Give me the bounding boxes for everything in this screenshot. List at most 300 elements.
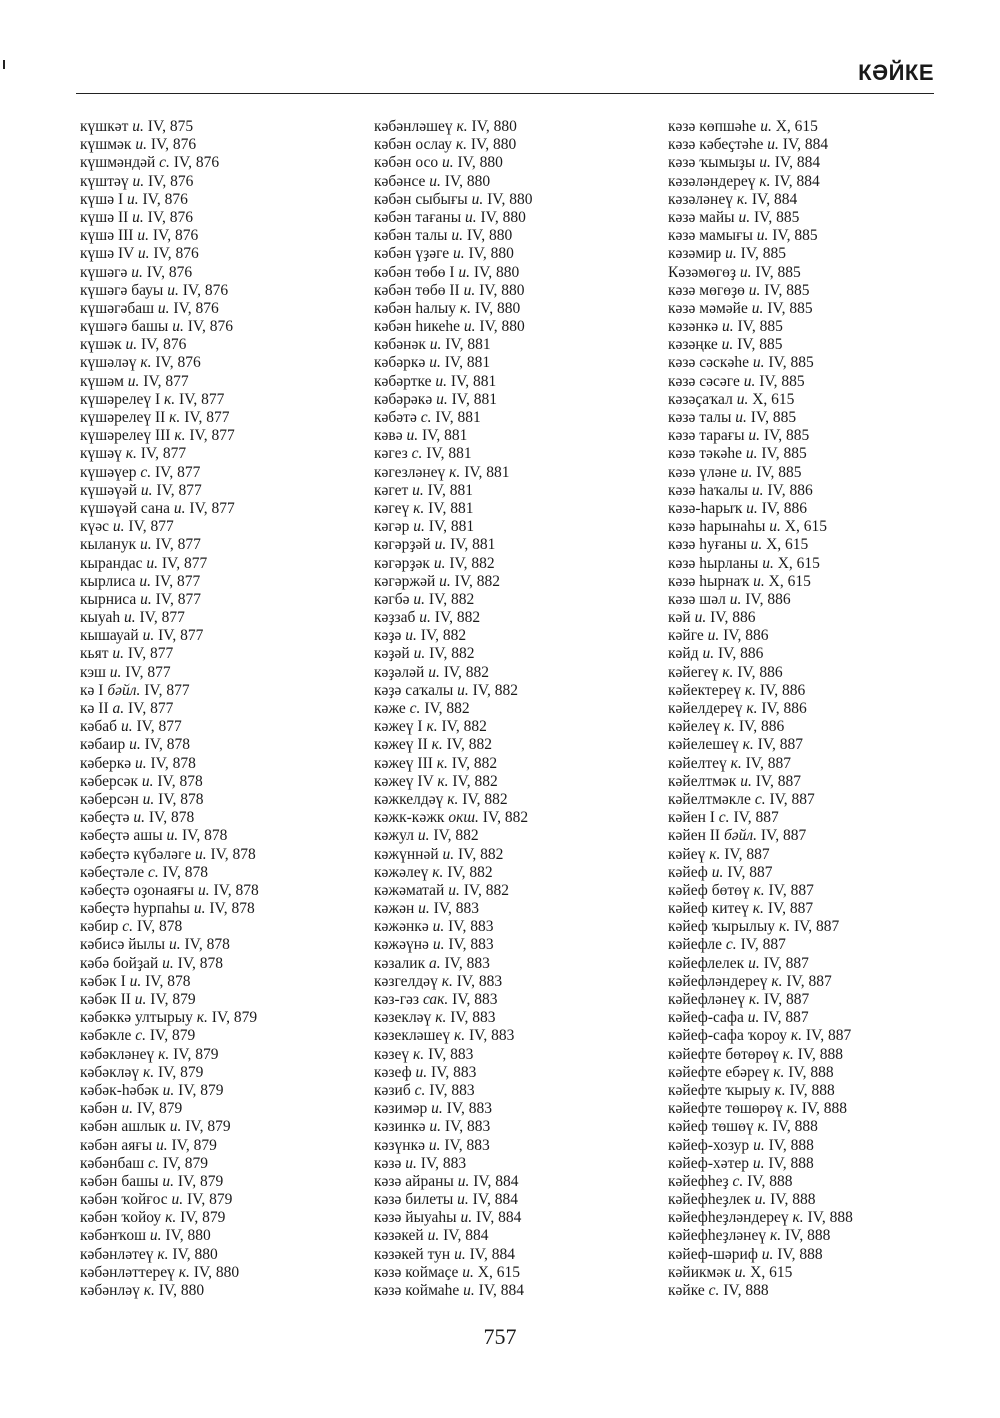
entry-reference: IV, 877 bbox=[155, 536, 201, 554]
entry-pos-label: к. bbox=[447, 790, 459, 808]
entry-pos-label: к. bbox=[431, 736, 443, 754]
dictionary-entry bbox=[374, 1209, 532, 1227]
dictionary-entry bbox=[80, 245, 259, 263]
entry-reference: IV, 878 bbox=[210, 845, 256, 863]
dictionary-entry bbox=[374, 154, 532, 172]
entry-headword: кәйеф төшөү bbox=[668, 1118, 754, 1136]
entry-pos-label: к. bbox=[142, 1063, 155, 1081]
entry-headword: кәбән һалыу bbox=[374, 299, 457, 317]
entry-headword: кәбәнәк bbox=[374, 336, 426, 354]
entry-reference: IV, 880 bbox=[457, 154, 503, 172]
entry-reference: IV, 884 bbox=[774, 172, 820, 190]
entry-pos-label: и. bbox=[127, 372, 140, 390]
entry-pos-label: к. bbox=[164, 390, 176, 408]
entry-reference: IV, 882 bbox=[462, 790, 508, 808]
entry-reference: IV, 881 bbox=[428, 499, 474, 517]
dictionary-entry bbox=[80, 427, 259, 445]
entry-pos-label: и. bbox=[415, 1063, 428, 1081]
entry-headword: күштәү bbox=[80, 172, 129, 190]
entry-pos-label: к. bbox=[748, 991, 760, 1008]
dictionary-entry bbox=[80, 736, 259, 754]
dictionary-entry bbox=[668, 627, 853, 645]
entry-headword: кырандас bbox=[80, 554, 143, 572]
entry-pos-label: и. bbox=[442, 154, 454, 172]
dictionary-entry bbox=[80, 718, 259, 736]
dictionary-entry bbox=[374, 627, 532, 645]
entry-pos-label: с. bbox=[409, 700, 421, 717]
entry-reference: IV, 883 bbox=[444, 1136, 490, 1154]
entry-reference: IV, 887 bbox=[805, 1027, 852, 1045]
entry-headword: кәҙәләй bbox=[374, 663, 425, 681]
entry-headword: күшәм bbox=[80, 372, 124, 390]
dictionary-entry bbox=[374, 882, 532, 900]
dictionary-entry bbox=[668, 645, 853, 663]
entry-headword: кәбән үҙәге bbox=[374, 245, 450, 263]
entry-headword: кәбән башы bbox=[80, 1172, 159, 1190]
entry-pos-label: и. bbox=[124, 609, 136, 627]
entry-reference: IV, 881 bbox=[435, 409, 481, 426]
dictionary-entry bbox=[668, 173, 853, 191]
entry-pos-label: и. bbox=[748, 427, 761, 445]
entry-pos-label: и. bbox=[694, 609, 707, 627]
entry-reference: IV, 887 bbox=[745, 754, 791, 772]
entry-headword: кәбисә йылы bbox=[80, 936, 166, 954]
entry-pos-label: и. bbox=[157, 299, 170, 317]
entry-pos-label: и. bbox=[428, 1136, 441, 1154]
dictionary-entry bbox=[374, 1137, 532, 1155]
entry-reference: IV, 877 bbox=[158, 627, 204, 645]
entry-pos-label: а. bbox=[112, 700, 125, 717]
entry-pos-label: к. bbox=[709, 845, 721, 863]
entry-reference: IV, 888 bbox=[723, 1282, 769, 1299]
entry-reference: IV, 886 bbox=[738, 718, 785, 736]
dictionary-entry bbox=[80, 445, 259, 463]
entry-reference: IV, 882 bbox=[454, 572, 501, 590]
entry-headword: кәбеҫтә оҙонаяғы bbox=[80, 881, 195, 899]
entry-pos-label: и. bbox=[137, 245, 150, 263]
entry-pos-label: и. bbox=[112, 518, 125, 536]
entry-pos-label: и. bbox=[725, 245, 737, 263]
entry-reference: X, 615 bbox=[750, 1263, 793, 1281]
entry-reference: X, 615 bbox=[477, 1263, 520, 1281]
entry-pos-label: и. bbox=[427, 1227, 440, 1245]
entry-headword: кәзә майы bbox=[668, 208, 735, 226]
entry-pos-label: к. bbox=[746, 700, 758, 717]
entry-headword: кәбеҫтә bbox=[80, 809, 130, 827]
entry-pos-label: к. bbox=[435, 1009, 447, 1027]
dictionary-entry bbox=[80, 1009, 259, 1027]
dictionary-entry bbox=[374, 1082, 532, 1100]
entry-pos-label: и. bbox=[418, 900, 430, 918]
dictionary-column-3 bbox=[668, 118, 853, 1300]
entry-headword: кәбәкле bbox=[80, 1027, 132, 1045]
entry-headword: кәбәк II bbox=[80, 991, 131, 1008]
entry-reference: IV, 876 bbox=[182, 281, 229, 299]
entry-reference: IV, 882 bbox=[451, 754, 498, 772]
entry-reference: IV, 876 bbox=[147, 208, 194, 226]
entry-reference: IV, 882 bbox=[463, 881, 510, 899]
entry-reference: IV, 881 bbox=[444, 354, 491, 372]
entry-headword: күшәләү bbox=[80, 354, 137, 372]
entry-headword: кәйегеү bbox=[668, 663, 719, 681]
entry-reference: IV, 886 bbox=[737, 663, 783, 681]
entry-reference: IV, 881 bbox=[450, 372, 497, 390]
entry-reference: X, 615 bbox=[777, 554, 820, 572]
entry-reference: IV, 877 bbox=[144, 681, 190, 699]
entry-pos-label: к. bbox=[757, 1118, 769, 1136]
entry-pos-label: и. bbox=[748, 281, 761, 299]
entry-pos-label: и. bbox=[149, 1227, 162, 1245]
entry-headword: кәзеү bbox=[374, 1045, 410, 1063]
dictionary-entry bbox=[80, 1227, 259, 1245]
entry-reference: IV, 876 bbox=[187, 318, 234, 336]
entry-headword: кәбәркә bbox=[374, 354, 426, 372]
entry-pos-label: и. bbox=[133, 809, 146, 827]
entry-pos-label: к. bbox=[143, 1282, 155, 1299]
entry-reference: IV, 882 bbox=[441, 718, 487, 736]
entry-reference: IV, 879 bbox=[157, 1063, 204, 1081]
dictionary-entry bbox=[374, 936, 532, 954]
dictionary-entry bbox=[668, 1064, 853, 1082]
entry-reference: IV, 877 bbox=[143, 372, 189, 390]
entry-reference: IV, 881 bbox=[464, 463, 510, 481]
entry-pos-label: к. bbox=[759, 172, 771, 190]
dictionary-entry bbox=[668, 336, 853, 354]
entry-headword: кәйефһеҙләндереү bbox=[668, 1209, 789, 1227]
entry-pos-label: и. bbox=[739, 263, 752, 281]
entry-headword: кырниса bbox=[80, 590, 137, 608]
dictionary-entry bbox=[374, 391, 532, 409]
entry-headword: кәбәртке bbox=[374, 372, 432, 390]
dictionary-entry bbox=[80, 464, 259, 482]
entry-reference: IV, 888 bbox=[785, 1227, 831, 1245]
entry-pos-label: и. bbox=[172, 318, 184, 336]
entry-headword: кәзә мамығы bbox=[668, 227, 753, 245]
entry-pos-label: и. bbox=[405, 1154, 417, 1172]
entry-headword: кәгәр bbox=[374, 518, 410, 536]
entry-pos-label: и. bbox=[129, 736, 141, 754]
entry-pos-label: и. bbox=[752, 1154, 765, 1172]
entry-pos-label: и. bbox=[429, 354, 441, 372]
entry-pos-label: и. bbox=[463, 318, 476, 336]
dictionary-entry bbox=[668, 1173, 853, 1191]
entry-reference: IV, 877 bbox=[189, 499, 235, 517]
entry-pos-label: с. bbox=[708, 1282, 720, 1299]
entry-pos-label: и. bbox=[751, 481, 764, 499]
entry-pos-label: и. bbox=[442, 845, 455, 863]
entry-pos-label: с. bbox=[732, 1172, 744, 1190]
entry-headword: кәҙзаб bbox=[374, 609, 416, 627]
dictionary-entry bbox=[374, 918, 532, 936]
dictionary-entry bbox=[80, 1246, 259, 1264]
entry-headword: кәйд bbox=[668, 645, 699, 663]
entry-reference: IV, 888 bbox=[788, 1063, 834, 1081]
dictionary-entry bbox=[374, 318, 532, 336]
dictionary-entry bbox=[374, 500, 532, 518]
dictionary-entry bbox=[374, 682, 532, 700]
dictionary-entry bbox=[80, 318, 259, 336]
entry-reference: IV, 887 bbox=[740, 936, 786, 954]
entry-pos-label: к. bbox=[158, 1045, 170, 1063]
entry-headword: кәжк-кәжк bbox=[374, 809, 445, 827]
entry-pos-label: к. bbox=[140, 354, 152, 372]
dictionary-entry bbox=[374, 955, 532, 973]
entry-reference: IV, 885 bbox=[767, 299, 813, 317]
dictionary-entry bbox=[80, 300, 259, 318]
dictionary-entry bbox=[668, 1246, 853, 1264]
entry-headword: кәйеф bbox=[668, 863, 708, 881]
entry-reference: IV, 888 bbox=[772, 1118, 818, 1136]
entry-pos-label: и. bbox=[743, 372, 756, 390]
dictionary-entry bbox=[374, 336, 532, 354]
dictionary-entry bbox=[668, 864, 853, 882]
entry-pos-label: к. bbox=[752, 900, 764, 918]
entry-reference: IV, 876 bbox=[173, 154, 220, 172]
entry-reference: IV, 878 bbox=[150, 754, 196, 772]
entry-reference: IV, 880 bbox=[470, 136, 517, 154]
dictionary-entry bbox=[668, 718, 853, 736]
entry-headword: кәзекләү bbox=[374, 1009, 432, 1027]
entry-pos-label: и. bbox=[458, 263, 471, 281]
dictionary-entry bbox=[374, 991, 532, 1009]
dictionary-entry bbox=[374, 264, 532, 282]
entry-reference: IV, 882 bbox=[424, 700, 470, 717]
entry-pos-label: к. bbox=[792, 1209, 804, 1227]
dictionary-entry bbox=[80, 409, 259, 427]
entry-reference: IV, 887 bbox=[757, 736, 804, 754]
entry-headword: кәгәрҙәй bbox=[374, 536, 431, 554]
entry-pos-label: и. bbox=[748, 954, 760, 972]
entry-reference: IV, 888 bbox=[797, 1045, 844, 1063]
entry-headword: кәбәнсе bbox=[374, 172, 426, 190]
entry-headword: кәҙәй bbox=[374, 645, 410, 663]
entry-headword: кәжәматай bbox=[374, 881, 445, 899]
entry-reference: IV, 882 bbox=[446, 736, 492, 754]
dictionary-entry bbox=[80, 1282, 259, 1300]
entry-reference: IV, 887 bbox=[768, 881, 814, 899]
entry-pos-label: и. bbox=[413, 518, 425, 536]
entry-pos-label: с. bbox=[754, 790, 766, 808]
entry-pos-label: и. bbox=[412, 481, 424, 499]
dictionary-entry bbox=[80, 191, 259, 209]
dictionary-entry bbox=[80, 882, 259, 900]
entry-pos-label: к. bbox=[753, 881, 765, 899]
entry-pos-label: и. bbox=[112, 645, 125, 663]
entry-pos-label: и. bbox=[736, 390, 749, 408]
entry-pos-label: и. bbox=[109, 663, 122, 681]
dictionary-entry bbox=[374, 1064, 532, 1082]
entry-headword: кьят bbox=[80, 645, 109, 663]
entry-pos-label: и. bbox=[753, 572, 765, 590]
entry-pos-label: и. bbox=[434, 536, 447, 554]
dictionary-entry bbox=[80, 1264, 259, 1282]
dictionary-entry bbox=[80, 827, 259, 845]
entry-reference: IV, 883 bbox=[446, 1100, 493, 1118]
entry-headword: кәбән тағаны bbox=[374, 208, 462, 226]
dictionary-entry bbox=[668, 227, 853, 245]
dictionary-entry bbox=[80, 1191, 259, 1209]
entry-headword: кәбәкләү bbox=[80, 1063, 140, 1081]
entry-pos-label: к. bbox=[174, 427, 186, 445]
entry-reference: IV, 885 bbox=[768, 354, 814, 372]
entry-reference: IV, 885 bbox=[753, 208, 800, 226]
entry-reference: IV, 875 bbox=[147, 118, 194, 135]
entry-pos-label: сак. bbox=[422, 991, 449, 1008]
entry-headword: кәйеф-хәтер bbox=[668, 1154, 750, 1172]
entry-headword: күшкәт bbox=[80, 118, 129, 135]
dictionary-entry bbox=[80, 1118, 259, 1136]
entry-headword: кәйефте ебәреү bbox=[668, 1063, 770, 1081]
entry-headword: кәзә коймаҫе bbox=[374, 1263, 459, 1281]
entry-pos-label: и. bbox=[173, 499, 186, 517]
dictionary-entry bbox=[374, 445, 532, 463]
entry-headword: кәбән ослау bbox=[374, 136, 452, 154]
entry-pos-label: и. bbox=[156, 1136, 168, 1154]
entry-headword: күшә IV bbox=[80, 245, 135, 263]
entry-pos-label: к. bbox=[196, 1009, 208, 1027]
dictionary-entry bbox=[374, 700, 532, 718]
entry-reference: IV, 884 bbox=[478, 1282, 525, 1299]
dictionary-entry bbox=[374, 1009, 532, 1027]
entry-headword: кәйеф ҡырылыу bbox=[668, 918, 776, 936]
dictionary-entry bbox=[80, 1064, 259, 1082]
dictionary-entry bbox=[374, 973, 532, 991]
entry-reference: IV, 882 bbox=[482, 809, 529, 827]
entry-headword: кәбаб bbox=[80, 718, 118, 736]
dictionary-entry bbox=[668, 409, 853, 427]
dictionary-entry bbox=[668, 955, 853, 973]
entry-reference: IV, 880 bbox=[471, 118, 517, 135]
entry-headword: кәбән ашлык bbox=[80, 1118, 166, 1136]
entry-pos-label: и. bbox=[448, 881, 460, 899]
dictionary-entry bbox=[374, 464, 532, 482]
dictionary-entry bbox=[668, 136, 853, 154]
entry-pos-label: а. bbox=[428, 954, 441, 972]
entry-reference: IV, 877 bbox=[125, 663, 171, 681]
entry-headword: кәжеү I bbox=[374, 718, 423, 736]
entry-headword: кәжеү II bbox=[374, 736, 428, 754]
dictionary-entry bbox=[668, 1082, 853, 1100]
dictionary-entry bbox=[374, 1100, 532, 1118]
entry-reference: IV, 877 bbox=[128, 518, 174, 536]
entry-reference: IV, 879 bbox=[149, 1027, 196, 1045]
dictionary-entry bbox=[374, 1027, 532, 1045]
dictionary-entry bbox=[80, 336, 259, 354]
entry-reference: IV, 881 bbox=[445, 336, 491, 354]
entry-reference: IV, 885 bbox=[759, 372, 805, 390]
dictionary-entry bbox=[668, 573, 853, 591]
entry-pos-label: и. bbox=[740, 772, 752, 790]
entry-reference: IV, 880 bbox=[479, 281, 525, 299]
dictionary-entry bbox=[668, 191, 853, 209]
entry-headword: кәзә һырланы bbox=[668, 554, 759, 572]
dictionary-entry bbox=[80, 591, 259, 609]
entry-pos-label: и. bbox=[432, 936, 445, 954]
entry-pos-label: бәйл. bbox=[107, 681, 141, 699]
entry-pos-label: к. bbox=[157, 1245, 169, 1263]
entry-reference: IV, 888 bbox=[768, 1136, 814, 1154]
dictionary-entry bbox=[80, 682, 259, 700]
dictionary-entry bbox=[668, 809, 853, 827]
dictionary-entry bbox=[668, 1137, 853, 1155]
entry-pos-label: к. bbox=[790, 1027, 803, 1045]
dictionary-entry bbox=[668, 973, 853, 991]
entry-reference: IV, 882 bbox=[433, 827, 479, 845]
dictionary-entry bbox=[668, 464, 853, 482]
dictionary-entry bbox=[80, 573, 259, 591]
entry-pos-label: и. bbox=[729, 590, 742, 608]
entry-reference: IV, 882 bbox=[452, 772, 498, 790]
entry-pos-label: и. bbox=[702, 645, 715, 663]
dictionary-entry bbox=[374, 736, 532, 754]
entry-reference: IV, 887 bbox=[786, 972, 832, 990]
dictionary-entry bbox=[374, 591, 532, 609]
entry-pos-label: с. bbox=[122, 918, 133, 936]
entry-headword: кәйефләнеү bbox=[668, 991, 745, 1008]
dictionary-entry bbox=[80, 846, 259, 864]
entry-reference: IV, 876 bbox=[150, 136, 197, 154]
entry-headword: кәзә-һарыҡ bbox=[668, 499, 743, 517]
dictionary-entry bbox=[80, 973, 259, 991]
entry-headword: кәгбә bbox=[374, 590, 410, 608]
dictionary-entry bbox=[668, 791, 853, 809]
entry-headword: кәзә bbox=[374, 1154, 402, 1172]
entry-reference: IV, 886 bbox=[767, 481, 813, 499]
entry-pos-label: и. bbox=[747, 1009, 760, 1027]
dictionary-entry bbox=[374, 1227, 532, 1245]
entry-reference: IV, 877 bbox=[139, 609, 185, 627]
entry-headword: кәбәк-һәбәк bbox=[80, 1081, 159, 1099]
entry-headword: кәзекләшеү bbox=[374, 1027, 451, 1045]
entry-headword: кәбәнләшеү bbox=[374, 118, 453, 135]
entry-headword: күшмәндәй bbox=[80, 154, 156, 172]
entry-reference: IV, 879 bbox=[162, 1154, 209, 1172]
entry-pos-label: к. bbox=[736, 190, 748, 208]
entry-headword: кәзә һаҡалы bbox=[668, 481, 748, 499]
entry-pos-label: с. bbox=[725, 936, 737, 954]
entry-headword: кәгез bbox=[374, 445, 408, 463]
entry-headword: кәзәкей тун bbox=[374, 1245, 451, 1263]
entry-headword: кәйелеү bbox=[668, 718, 720, 736]
entry-pos-label: и. bbox=[429, 172, 441, 190]
entry-pos-label: и. bbox=[457, 681, 469, 699]
dictionary-entry bbox=[374, 518, 532, 536]
dictionary-entry bbox=[374, 664, 532, 682]
dictionary-entry bbox=[80, 264, 259, 282]
entry-reference: IV, 882 bbox=[428, 590, 475, 608]
entry-pos-label: и. bbox=[134, 991, 147, 1008]
dictionary-entry bbox=[80, 1046, 259, 1064]
entry-pos-label: и. bbox=[762, 554, 774, 572]
entry-headword: кәжәлеү bbox=[374, 863, 429, 881]
entry-reference: IV, 882 bbox=[443, 663, 490, 681]
dictionary-entry bbox=[374, 191, 532, 209]
entry-reference: IV, 886 bbox=[723, 627, 769, 645]
header-rule bbox=[76, 93, 934, 94]
entry-headword: кәжеү III bbox=[374, 754, 433, 772]
entry-pos-label: и. bbox=[142, 627, 155, 645]
entry-headword: кәжәүнә bbox=[374, 936, 429, 954]
entry-reference: IV, 877 bbox=[156, 481, 202, 499]
entry-headword: күшәү bbox=[80, 445, 122, 463]
dictionary-entry bbox=[374, 755, 532, 773]
entry-reference: IV, 883 bbox=[450, 1009, 496, 1027]
dictionary-entry bbox=[668, 500, 853, 518]
entry-pos-label: к. bbox=[426, 718, 438, 736]
entry-reference: IV, 882 bbox=[420, 627, 467, 645]
entry-reference: IV, 880 bbox=[473, 263, 520, 281]
entry-reference: IV, 880 bbox=[165, 1227, 211, 1245]
